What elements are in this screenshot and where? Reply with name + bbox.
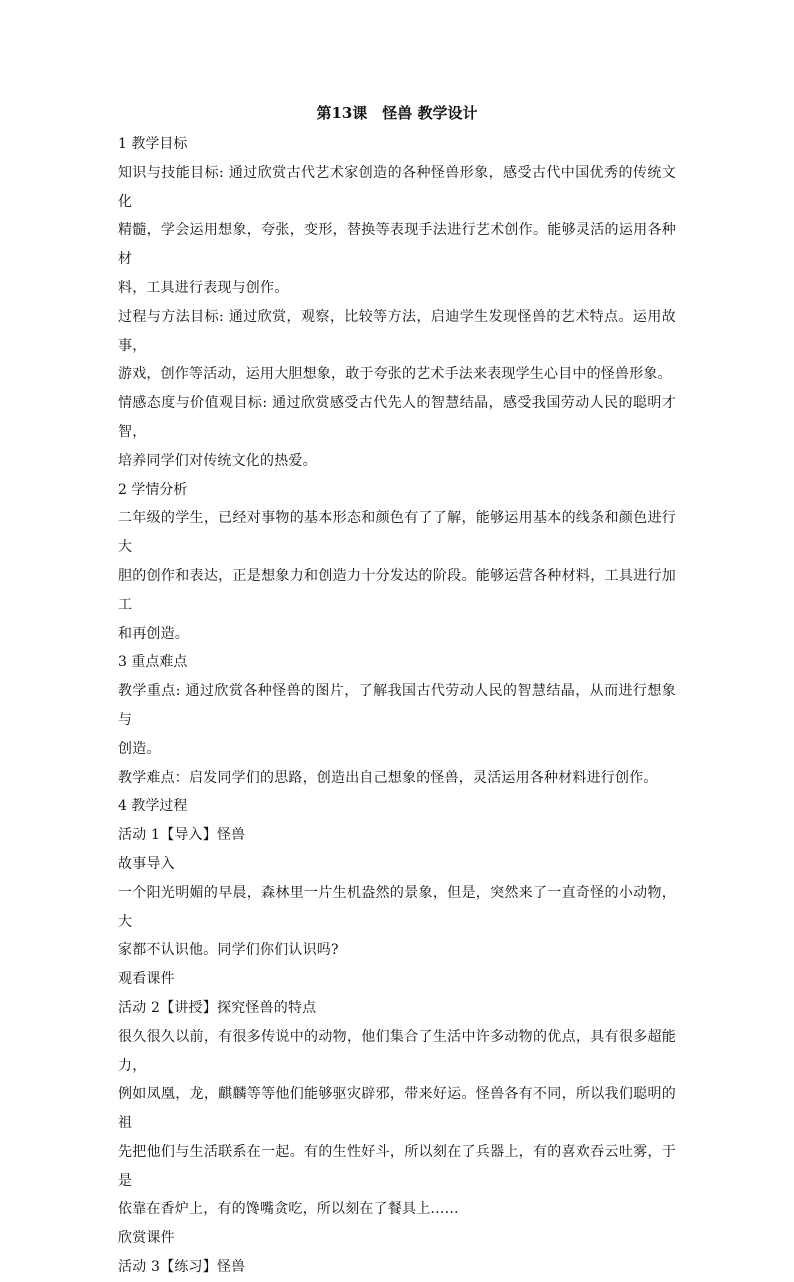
body-line: 料，工具进行表现与创作。: [118, 279, 289, 296]
body-line: 很久很久以前，有很多传说中的动物，他们集合了生活中许多动物的优点，具有很多超能力，: [118, 1028, 676, 1074]
body-line: 故事导入: [118, 855, 175, 872]
activity-heading: 活动 2【讲授】探究怪兽的特点: [118, 999, 317, 1016]
body-line: 一个阳光明媚的早晨，森林里一片生机盎然的景象，但是，突然来了一直奇怪的小动物，大: [118, 884, 676, 930]
body-line: 观看课件: [118, 971, 175, 988]
body-line: 先把他们与生活联系在一起。有的生性好斗，所以刻在了兵器上，有的喜欢吞云吐雾，于是: [118, 1143, 676, 1189]
body-line: 情感态度与价值观目标: 通过欣赏感受古代先人的智慧结晶，感受我国劳动人民的聪明才智，: [118, 395, 676, 440]
body-line: 依靠在香炉上，有的馋嘴贪吃，所以刻在了餐具上……: [118, 1201, 459, 1218]
document-page: [118, 96, 676, 1282]
body-line: 例如凤凰，龙，麒麟等等他们能够驱灾辟邪，带来好运。怪兽各有不同，所以我们聪明的祖: [118, 1086, 676, 1132]
body-line: 精髓，学会运用想象，夸张，变形，替换等表现手法进行艺术创作。能够灵活的运用各种材: [118, 222, 676, 268]
body-line: 胆的创作和表达，正是想象力和创造力十分发达的阶段。能够运营各种材料，工具进行加工: [118, 567, 676, 613]
body-line: 教学重点: 通过欣赏各种怪兽的图片，了解我国古代劳动人民的智慧结晶，从而进行想象与: [118, 683, 676, 728]
body-line: 家都不认识他。同学们你们认识吗?: [118, 942, 339, 959]
section-heading-objectives: 1 教学目标: [118, 136, 188, 152]
activity-heading: 活动 1【导入】怪兽: [118, 827, 246, 844]
body-line: 游戏，创作等活动，运用大胆想象，敢于夸张的艺术手法来表现学生心目中的怪兽形象。: [118, 366, 672, 383]
section-heading-process: 4 教学过程: [118, 798, 188, 815]
section-heading-analysis: 2 学情分析: [118, 481, 188, 498]
section-heading-key-points: 3 重点难点: [118, 654, 188, 671]
body-line: 和再创造。: [118, 625, 189, 642]
activity-heading: 活动 3【练习】怪兽: [118, 1259, 246, 1276]
body-line: 过程与方法目标: 通过欣赏，观察，比较等方法，启迪学生发现怪兽的艺术特点。运用故事，: [118, 308, 676, 354]
body-line: 欣赏课件: [118, 1230, 175, 1247]
body-line: 培养同学们对传统文化的热爱。: [118, 452, 317, 469]
body-line: 教学难点：启发同学们的思路，创造出自己想象的怪兽，灵活运用各种材料进行创作。: [118, 769, 658, 786]
body-line: 二年级的学生，已经对事物的基本形态和颜色有了了解，能够运用基本的线条和颜色进行大: [118, 510, 676, 556]
body-line: 知识与技能目标: 通过欣赏古代艺术家创造的各种怪兽形象，感受古代中国优秀的传统文化: [118, 164, 676, 210]
document-title: 第13课 怪兽 教学设计: [316, 104, 478, 122]
body-line: 创造。: [118, 740, 161, 757]
